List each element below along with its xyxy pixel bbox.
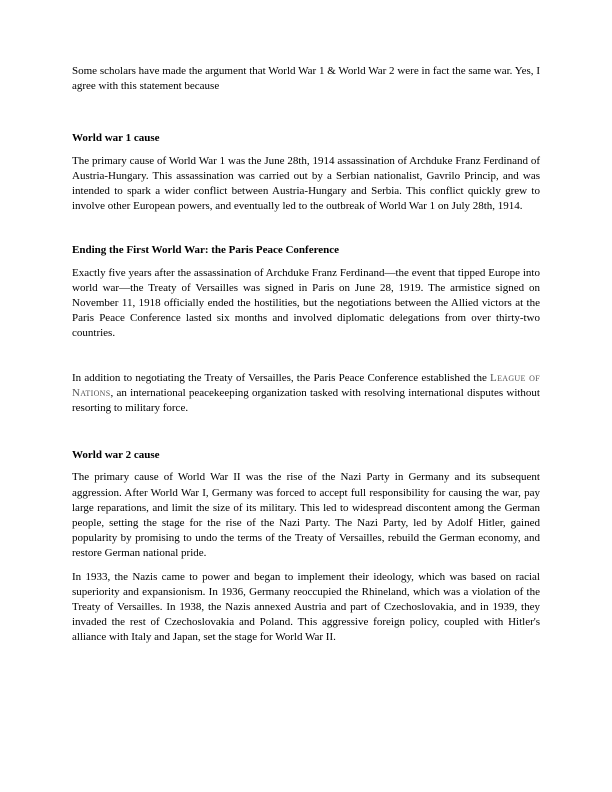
intro-paragraph: Some scholars have made the argument that World War 1 & World War 2 were in fact the same war. Yes, I agree with this statement because (72, 65, 540, 93)
section-ww2-cause (72, 448, 540, 645)
body-paragraph: The primary cause of World War 1 was the June 28th, 1914 assassination of Archduke Franz Ferdinand of Austria-Hungary. This assassination was carried out by a Serbian nationalist, Gavrilo Princip, and was intended to spark a wider conflict between Austria-Hungary and Serbia. This conflict quickly grew to involve other European powers, and eventually led to the outbreak of World War 1 on July 28th, 1914. (72, 154, 540, 213)
section-heading: Ending the First World War: the Paris Peace Conference (72, 244, 340, 257)
body-paragraph: The primary cause of World War II was the rise of the Nazi Party in Germany and its subsequent aggression. After World War I, Germany was forced to accept full responsibility for causing the war, pay large reparations, and limit the size of its military. This led to widespread discontent among the German people, setting the stage for the rise of the Nazi Party. The Nazi Party, led by Adolf Hitler, gained popularity by promising to undo the terms of the Treaty of Versailles, rebuild the German economy, and restore German national pride. (72, 471, 540, 560)
document-body (72, 64, 540, 646)
body-paragraph: In 1933, the Nazis came to power and began to implement their ideology, which was based on racial superiority and expansionism. In 1936, Germany reoccupied the Rhineland, which was a violation of the Treaty of Versailles. In 1938, the Nazis annexed Austria and part of Czechoslovakia, and in 1939, they invaded the rest of Czechoslovakia and Poland. This aggressive foreign policy, coupled with Hitler's alliance with Italy and Japan, set the stage for World War II. (72, 570, 540, 644)
section-paris-peace-conference (72, 243, 540, 416)
section-ww1-cause (72, 131, 540, 214)
league-of-nations-link[interactable]: League of Nations (72, 371, 540, 399)
league-text-before: In addition to negotiating the Treaty of Versailles, the Paris Peace Conference established the (72, 371, 491, 384)
body-paragraph: Exactly five years after the assassination of Archduke Franz Ferdinand—the event that tipped Europe into world war—the Treaty of Versailles was signed in Paris on June 28, 1919. The armistice signed on November 11, 1918 officially ended the hostilities, but the negotiations between the Allied victors at the Paris Peace Conference lasted six months and involved diplomatic delegations from over thirty-two countries. (72, 266, 540, 340)
league-text-after: , an international peacekeeping organization tasked with resolving international disputes without resorting to military force. (72, 386, 540, 415)
section-heading: World war 1 cause (72, 132, 160, 145)
league-paragraph (72, 371, 540, 417)
section-heading: World war 2 cause (72, 449, 160, 462)
